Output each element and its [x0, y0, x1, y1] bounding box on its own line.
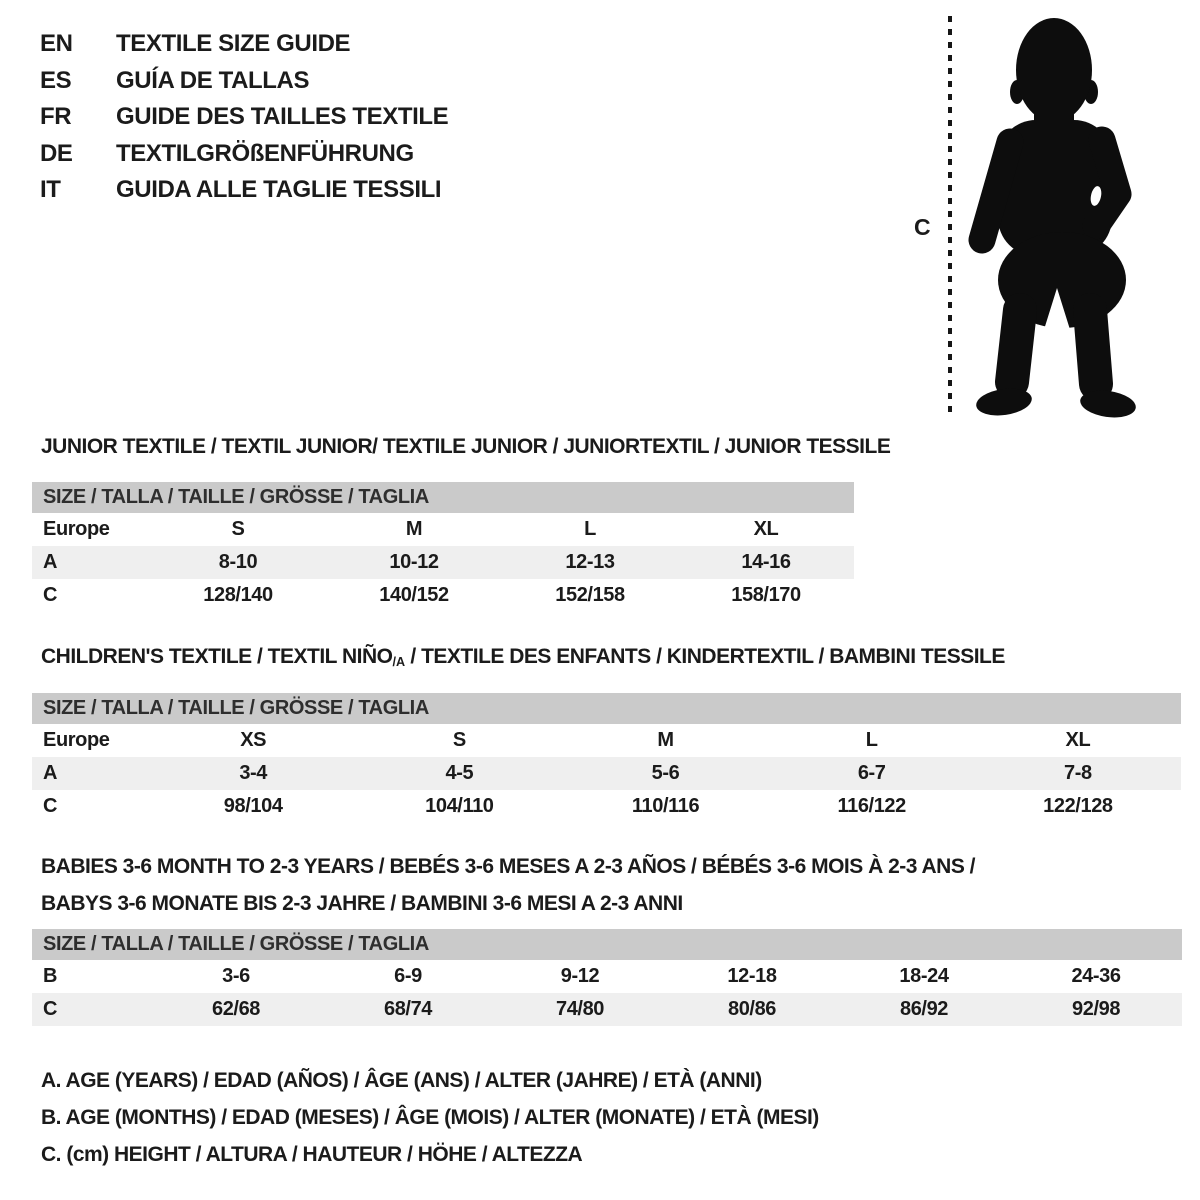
- table-row: [32, 579, 854, 612]
- table-row: [32, 546, 854, 579]
- size-value: 140/152: [379, 584, 449, 606]
- row-label: Europe: [43, 729, 110, 751]
- babies-section-title: [41, 848, 975, 922]
- size-value: 128/140: [203, 584, 273, 606]
- size-value: 12-13: [502, 546, 678, 579]
- note-c: C. (cm) HEIGHT / ALTURA / HAUTEUR / HÖHE / ALTEZZA: [41, 1143, 583, 1166]
- lang-row-es: [40, 63, 448, 100]
- lang-code: EN: [40, 30, 73, 57]
- size-value: 104/110: [425, 795, 494, 817]
- babies-title-line2: BABYS 3-6 MONATE BIS 2-3 JAHRE / BAMBINI 3-6 MESI A 2-3 ANNI: [41, 892, 683, 915]
- size-value: 7-8: [975, 757, 1181, 790]
- lang-code: DE: [40, 139, 73, 167]
- size-value: L: [865, 729, 878, 751]
- language-title-block: [40, 26, 448, 209]
- lang-row-it: [40, 172, 448, 209]
- size-header-bar: SIZE / TALLA / TAILLE / GRÖSSE / TAGLIA: [32, 929, 1182, 960]
- lang-label: GUIDE DES TAILLES TEXTILE: [116, 103, 449, 131]
- size-value: 12-18: [727, 965, 777, 987]
- row-label: Europe: [43, 518, 110, 540]
- row-label: C: [32, 993, 150, 1026]
- lang-row-en: [40, 26, 448, 63]
- table-row: [32, 993, 1182, 1026]
- babies-title-line1: BABIES 3-6 MONTH TO 2-3 YEARS / BEBÉS 3-6 MESES A 2-3 AÑOS / BÉBÉS 3-6 MOIS À 2-3 ANS /: [41, 855, 976, 878]
- size-value: 10-12: [326, 546, 502, 579]
- lang-row-fr: [40, 99, 448, 136]
- legend-notes: [41, 1062, 819, 1173]
- size-header-bar: SIZE / TALLA / TAILLE / GRÖSSE / TAGLIA: [32, 693, 1181, 724]
- size-value: M: [405, 518, 423, 540]
- size-value: 92/98: [1010, 993, 1182, 1026]
- lang-label: TEXTILE SIZE GUIDE: [116, 30, 351, 57]
- children-title-pre: CHILDREN'S TEXTILE / TEXTIL NIÑO: [41, 645, 393, 668]
- size-value: 74/80: [494, 993, 666, 1026]
- size-value: 158/170: [731, 584, 801, 606]
- size-value: 68/74: [322, 993, 494, 1026]
- size-value: 9-12: [560, 965, 600, 987]
- size-value: 122/128: [1043, 795, 1113, 817]
- table-row: [32, 960, 1182, 993]
- size-value: XS: [240, 729, 267, 751]
- size-value: 8-10: [150, 546, 326, 579]
- lang-label: GUÍA DE TALLAS: [116, 66, 310, 94]
- size-value: M: [657, 729, 674, 751]
- size-value: 18-24: [899, 965, 949, 987]
- size-value: S: [231, 518, 245, 540]
- height-measure-label: C: [914, 214, 931, 240]
- size-header-bar: SIZE / TALLA / TAILLE / GRÖSSE / TAGLIA: [32, 482, 854, 513]
- height-dashed-line: [948, 16, 952, 416]
- size-value: 86/92: [838, 993, 1010, 1026]
- size-value: 6-7: [769, 757, 975, 790]
- size-value: 62/68: [150, 993, 322, 1026]
- size-value: 116/122: [837, 795, 906, 817]
- toddler-silhouette-icon: [956, 14, 1142, 420]
- size-value: S: [452, 729, 466, 751]
- size-value: 152/158: [555, 584, 625, 606]
- lang-row-de: [40, 136, 448, 173]
- table-row: [32, 724, 1181, 757]
- size-value: 14-16: [678, 546, 854, 579]
- size-value: L: [584, 518, 596, 540]
- size-value: 24-36: [1071, 965, 1121, 987]
- junior-size-table: [32, 482, 854, 612]
- row-label: A: [32, 546, 150, 579]
- children-title-post: / TEXTILE DES ENFANTS / KINDERTEXTIL / BAMBINI TESSILE: [405, 645, 1005, 668]
- lang-code: ES: [40, 66, 72, 94]
- junior-section-title: JUNIOR TEXTILE / TEXTIL JUNIOR/ TEXTILE JUNIOR / JUNIORTEXTIL / JUNIOR TESSILE: [41, 435, 891, 458]
- lang-label: GUIDA ALLE TAGLIE TESSILI: [116, 176, 442, 204]
- note-a: A. AGE (YEARS) / EDAD (AÑOS) / ÂGE (ANS) / ALTER (JAHRE) / ETÀ (ANNI): [41, 1069, 762, 1092]
- lang-label: TEXTILGRÖßENFÜHRUNG: [116, 139, 414, 167]
- children-section-title: [41, 645, 1005, 669]
- note-b: B. AGE (MONTHS) / EDAD (MESES) / ÂGE (MOIS) / ALTER (MONATE) / ETÀ (MESI): [41, 1106, 819, 1129]
- lang-code: FR: [40, 103, 72, 131]
- children-size-table: [32, 693, 1181, 823]
- row-label: B: [43, 965, 58, 987]
- size-value: XL: [1065, 729, 1091, 751]
- table-row: [32, 513, 854, 546]
- row-label: C: [43, 584, 58, 606]
- size-value: XL: [753, 518, 779, 540]
- size-value: 110/116: [631, 795, 700, 817]
- row-label: A: [32, 757, 150, 790]
- size-value: 80/86: [666, 993, 838, 1026]
- babies-size-table: [32, 929, 1182, 1026]
- size-value: 5-6: [562, 757, 768, 790]
- table-row: [32, 790, 1181, 823]
- children-title-sub: /A: [392, 655, 406, 669]
- size-value: 6-9: [394, 965, 422, 987]
- size-value: 3-6: [222, 965, 250, 987]
- size-value: 4-5: [356, 757, 562, 790]
- table-row: [32, 757, 1181, 790]
- size-value: 3-4: [150, 757, 356, 790]
- row-label: C: [43, 795, 58, 817]
- size-value: 98/104: [223, 795, 283, 817]
- lang-code: IT: [40, 176, 61, 204]
